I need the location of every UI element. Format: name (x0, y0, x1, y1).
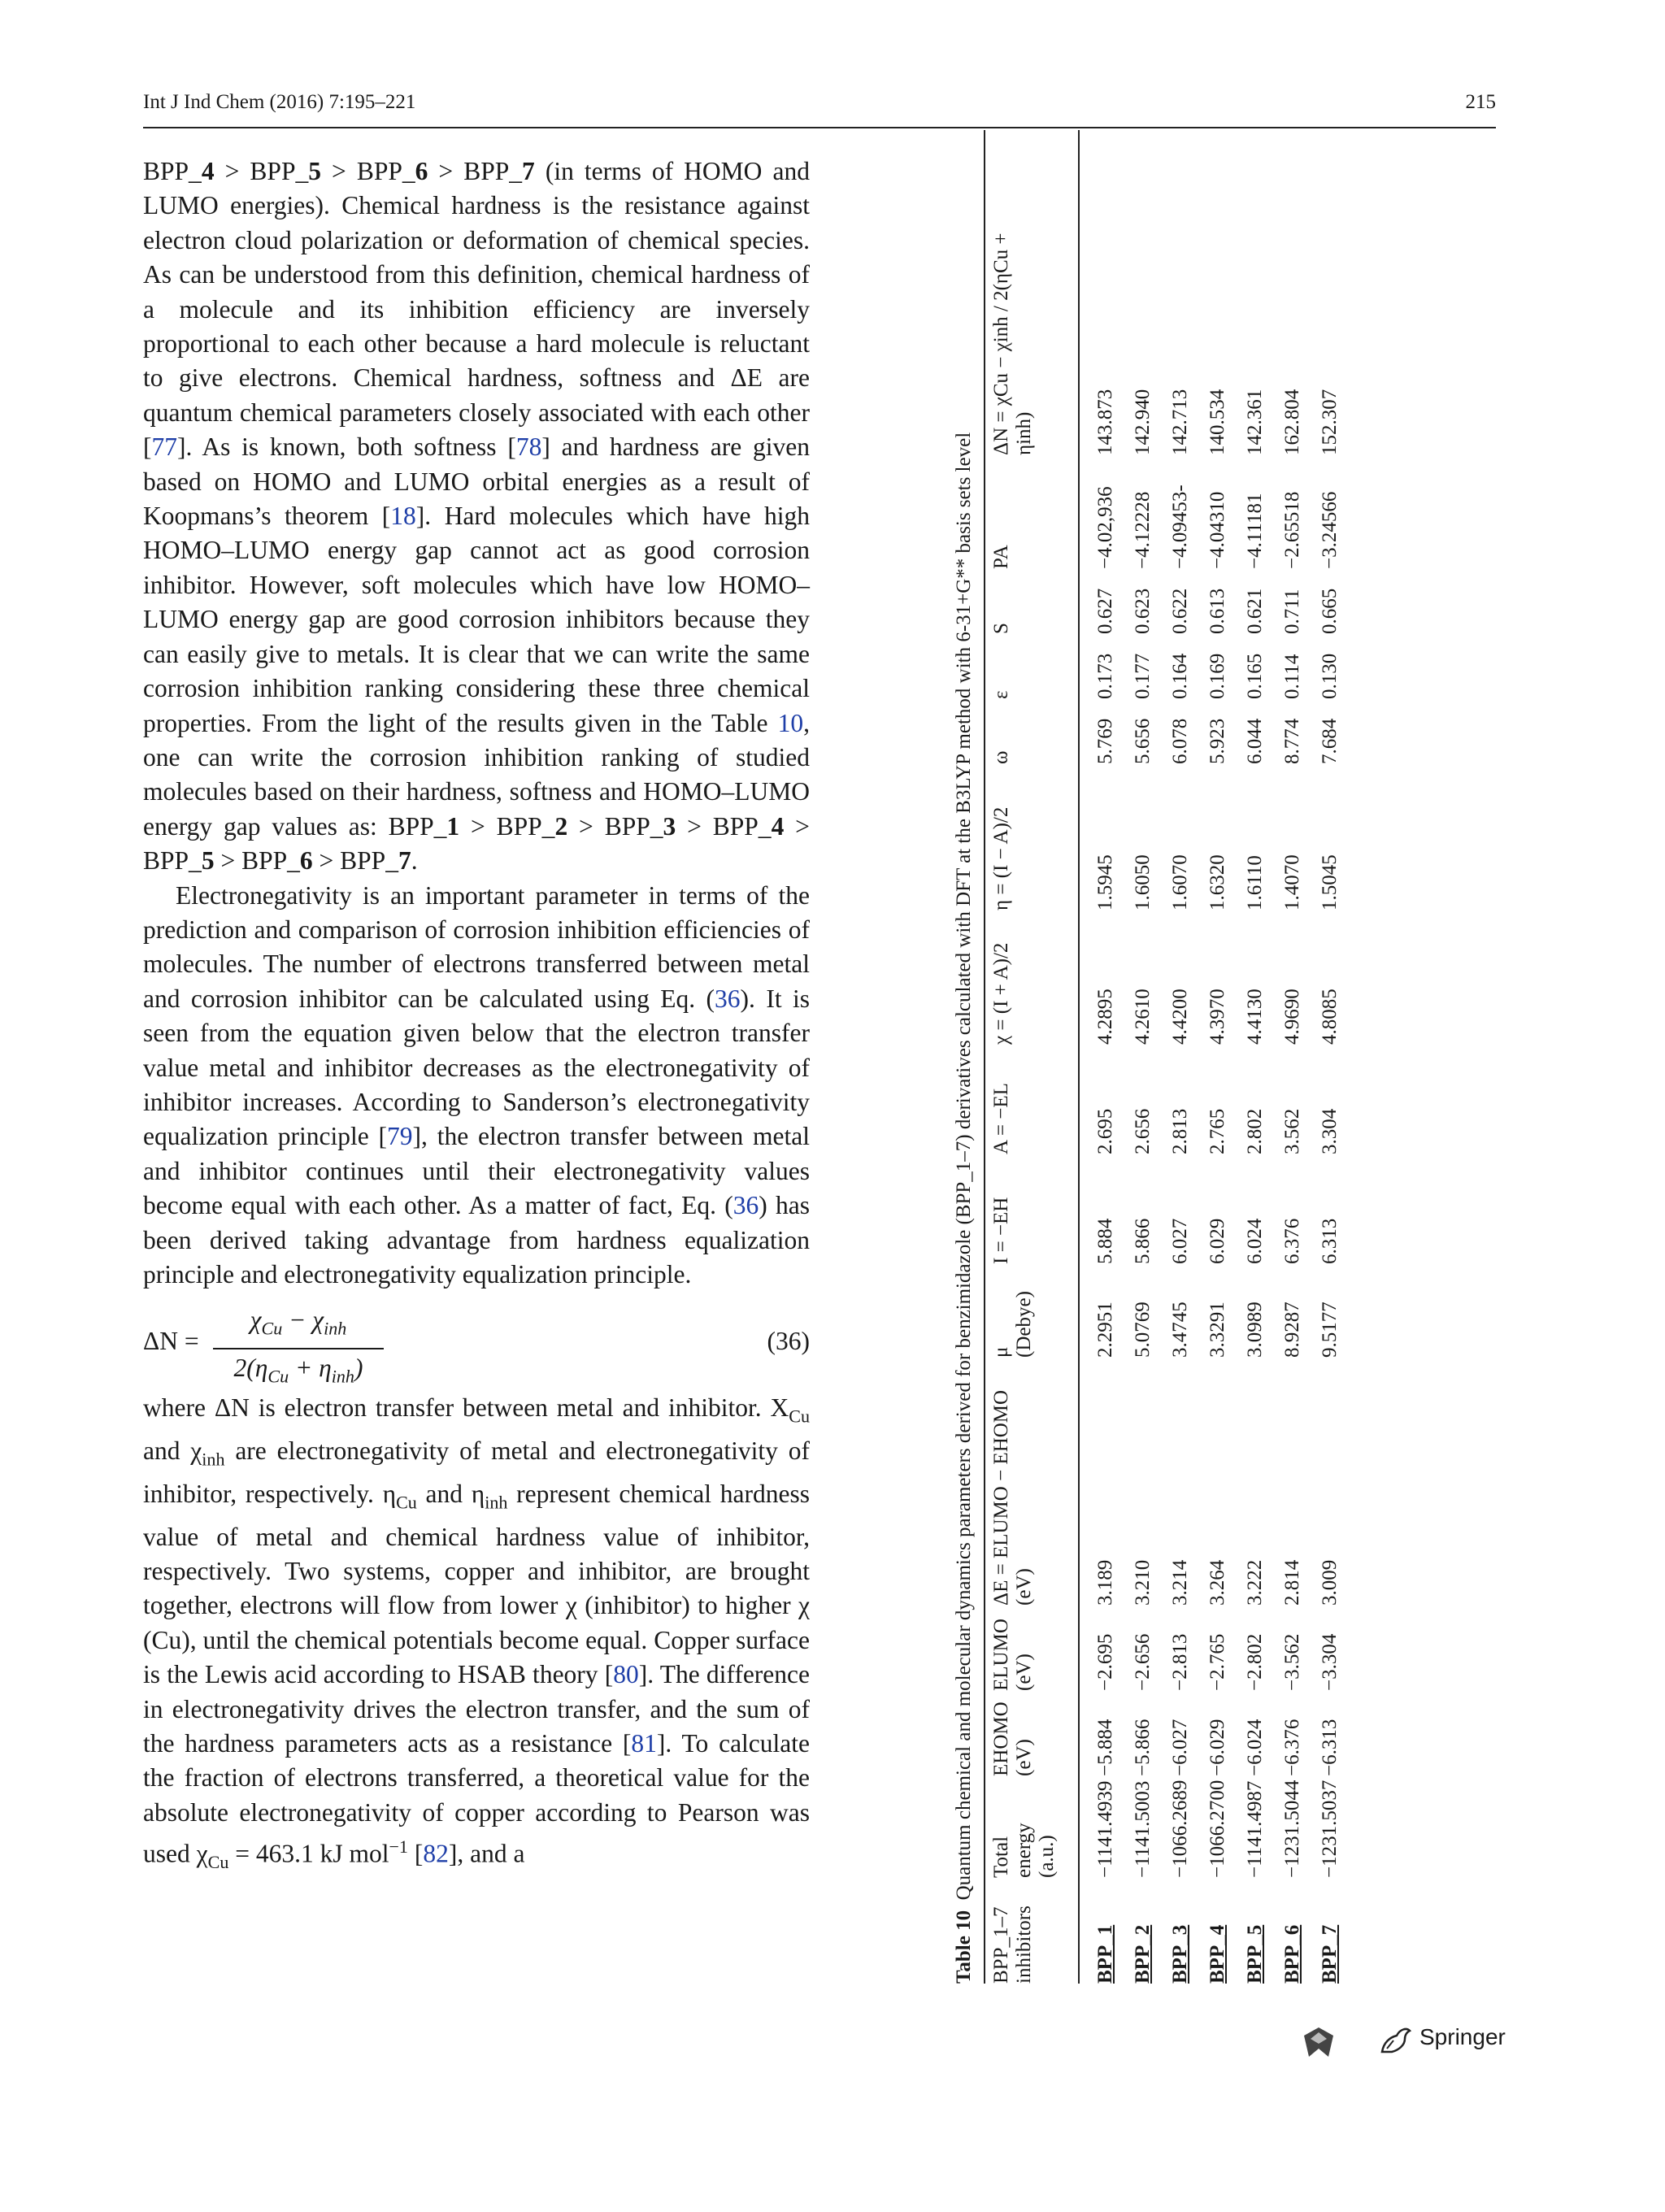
col-header-pa: PA (990, 545, 1012, 569)
cell-mu: 9.5177 (1319, 1302, 1341, 1358)
col-header-total-energy: Total energy (a.u.) (990, 1823, 1058, 1878)
paragraph-1: BPP_4 > BPP_5 > BPP_6 > BPP_7 (in terms of HOMO and LUMO energies). Chemical hardness is the resistance against electron cloud polarization or deformation of chemical species. As can be understood from this definition, chemical hardness of a molecule and its inhibition efficiency are inversely proportional to each other because a hard molecule is reluctant to give electrons. Chemical hardness, softness and ΔE are quantum chemical parameters closely associated with each other [77]. As is known, both softness [78] and hardness are given based on HOMO and LUMO orbital energies as a result of Koopmans’s theorem [18]. Hard molecules which have high HOMO–LUMO energy gap cannot act as good corrosion inhibitor. However, soft molecules which have low HOMO–LUMO energy gap are good corrosion inhibitors because they can easily give to metals. It is clear that we can write the same corrosion inhibition ranking considering these three chemical properties. From the light of the results given in the Table 10, one can write the corrosion inhibition ranking of studied molecules based on their hardness, softness and HOMO–LUMO energy gap values as: BPP_1 > BPP_2 > BPP_3 > BPP_4 > BPP_5 > BPP_6 > BPP_7. (143, 157, 810, 876)
cell-a: 2.765 (1206, 1108, 1228, 1154)
table-row (1169, 130, 1210, 1984)
table-link[interactable]: 10 (777, 708, 804, 737)
equation-36 (143, 1302, 810, 1387)
equation-fraction (213, 1303, 384, 1393)
equation-lhs: ΔN = (143, 1327, 199, 1356)
journal-emblem-icon (1301, 2024, 1337, 2060)
cell-s: 0.711 (1281, 589, 1303, 634)
cell-name: BPP_2 (1132, 1924, 1154, 1984)
citation-link[interactable]: 82 (423, 1839, 449, 1868)
table-caption-text: Quantum chemical and molecular dynamics parameters derived for benzimidazole (BPP_1–7) derivatives calculated with DFT at the B3LYP method with 6-31+G** basis sets level (953, 432, 975, 1901)
cell-chi: 4.4200 (1169, 989, 1191, 1045)
table-10-rotated (951, 130, 1665, 1984)
cell-mu: 8.9287 (1281, 1302, 1303, 1358)
col-header-delta-n: ΔN = χCu − χinh / 2(ηCu + ηinh) (990, 232, 1035, 455)
cell-total: −1066.2700 (1206, 1780, 1228, 1878)
cell-dn: 142.940 (1132, 389, 1154, 455)
cell-pa: −4.11181 (1244, 493, 1266, 569)
cell-i: 6.027 (1169, 1218, 1191, 1264)
header-rule (143, 127, 1496, 128)
cell-total: −1231.5044 (1281, 1780, 1303, 1878)
table-row (1244, 130, 1285, 1984)
table-row (1206, 130, 1247, 1984)
cell-a: 2.656 (1132, 1108, 1154, 1154)
citation-link[interactable]: 80 (613, 1660, 639, 1689)
cell-mu: 2.2951 (1094, 1302, 1116, 1358)
table-row (1132, 130, 1172, 1984)
cell-ehomo: −6.029 (1206, 1719, 1228, 1776)
cell-name: BPP_4 (1206, 1924, 1228, 1984)
cell-omega: 5.923 (1206, 718, 1228, 764)
cell-chi: 4.9690 (1281, 989, 1303, 1045)
cell-ehomo: −6.024 (1244, 1719, 1266, 1776)
table-header-rule (1078, 130, 1080, 1984)
cell-mu: 3.4745 (1169, 1302, 1191, 1358)
cell-elumo: −2.765 (1206, 1633, 1228, 1691)
col-header-s: S (990, 623, 1012, 634)
running-header (143, 91, 1496, 127)
cell-a: 2.813 (1169, 1108, 1191, 1154)
cell-s: 0.623 (1132, 588, 1154, 634)
col-header-inhibitors: BPP_1–7 inhibitors (990, 1906, 1035, 1984)
col-header-chi: χ = (I + A)/2 (990, 942, 1012, 1045)
col-header-eta: η = (I − A)/2 (990, 806, 1012, 910)
cell-a: 3.304 (1319, 1108, 1341, 1154)
cell-ehomo: −6.027 (1169, 1719, 1191, 1776)
cell-dn: 142.713 (1169, 389, 1191, 455)
cell-eps: 0.177 (1132, 653, 1154, 699)
cell-eps: 0.130 (1319, 653, 1341, 699)
table-top-rule (984, 130, 985, 1984)
cell-s: 0.627 (1094, 588, 1116, 634)
body-column (143, 154, 810, 1880)
springer-horse-icon (1376, 2021, 1415, 2057)
cell-de: 2.814 (1281, 1559, 1303, 1606)
cell-s: 0.613 (1206, 588, 1228, 634)
cell-pa: −4.02,936 (1094, 486, 1116, 569)
col-header-elumo: ELUMO (eV) (990, 1619, 1035, 1691)
table-row (1319, 130, 1359, 1984)
cell-eta: 1.6320 (1206, 854, 1228, 910)
cell-pa: −4.04310 (1206, 491, 1228, 569)
citation-link[interactable]: 79 (387, 1122, 413, 1151)
col-header-i: I = −EH (990, 1197, 1012, 1264)
cell-name: BPP_6 (1281, 1924, 1303, 1984)
page-footer (1301, 2016, 1506, 2065)
cell-name: BPP_7 (1319, 1924, 1341, 1984)
cell-mu: 3.3291 (1206, 1302, 1228, 1358)
cell-eta: 1.6110 (1244, 855, 1266, 910)
cell-omega: 5.769 (1094, 718, 1116, 764)
citation-link[interactable]: 78 (515, 432, 542, 462)
cell-a: 2.695 (1094, 1108, 1116, 1154)
table-label: Table 10 (953, 1910, 975, 1984)
cell-s: 0.621 (1244, 588, 1266, 634)
cell-a: 2.802 (1244, 1108, 1266, 1154)
cell-eta: 1.5045 (1319, 854, 1341, 910)
cell-eps: 0.114 (1281, 654, 1303, 699)
cell-de: 3.214 (1169, 1559, 1191, 1606)
cell-name: BPP_1 (1094, 1924, 1116, 1984)
cell-i: 6.313 (1319, 1218, 1341, 1264)
cell-dn: 143.873 (1094, 389, 1116, 455)
cell-omega: 6.078 (1169, 718, 1191, 764)
cell-eps: 0.165 (1244, 653, 1266, 699)
cell-pa: −2.65518 (1281, 491, 1303, 569)
cell-de: 3.264 (1206, 1559, 1228, 1606)
cell-elumo: −3.562 (1281, 1633, 1303, 1691)
cell-eta: 1.6050 (1132, 854, 1154, 910)
cell-name: BPP_3 (1169, 1924, 1191, 1984)
cell-chi: 4.4130 (1244, 989, 1266, 1045)
cell-total: −1141.4939 (1094, 1780, 1116, 1878)
cell-de: 3.222 (1244, 1559, 1266, 1606)
cell-i: 6.029 (1206, 1218, 1228, 1264)
cell-omega: 8.774 (1281, 718, 1303, 764)
cell-i: 6.376 (1281, 1218, 1303, 1264)
cell-name: BPP_5 (1244, 1924, 1266, 1984)
col-header-mu: μ (Debye) (990, 1291, 1035, 1358)
cell-de: 3.210 (1132, 1559, 1154, 1606)
cell-pa: −4.09453- (1169, 485, 1191, 569)
col-header-ehomo: EHOMO (eV) (990, 1701, 1035, 1776)
equation-denominator: $2(\eta_{Cu} + \eta_{inh})$ (233, 1354, 363, 1387)
cell-mu: 5.0769 (1132, 1302, 1154, 1358)
cell-total: −1231.5037 (1319, 1780, 1341, 1878)
cell-chi: 4.3970 (1206, 989, 1228, 1045)
cell-eps: 0.164 (1169, 653, 1191, 699)
paragraph-3: where ΔN is electron transfer between metal and inhibitor. $X_{Cu}$ and $\chi_{inh}$ are electronegativity of metal and electronegativity of inhibitor, respectively. $\eta_{Cu}$ and $\eta_{inh}$ represent chemical hardness value of metal and chemical hardness value of inhibitor, respectively. Two systems, copper and inhibitor, are brought together, electrons will flow from lower χ (inhibitor) to higher χ (Cu), until the chemical potentials become equal. Copper surface is the Lewis acid according to HSAB theory [80]. The difference in electronegativity drives the electron transfer, and the sum of the hardness parameters acts as a resistance [81]. To calculate the fraction of electrons transferred, a theoretical value for the absolute electronegativity of copper according to Pearson was used $\chi_{Cu} = 463.1$ kJ mol$^{-1}$ [82], and a (143, 1393, 811, 1872)
equation-link[interactable]: 36 (733, 1191, 759, 1220)
citation-link[interactable]: 18 (390, 502, 416, 531)
cell-chi: 4.8085 (1319, 989, 1341, 1045)
cell-eta: 1.6070 (1169, 854, 1191, 910)
cell-dn: 142.361 (1244, 389, 1266, 455)
cell-de: 3.189 (1094, 1559, 1116, 1606)
cell-dn: 162.804 (1281, 389, 1303, 455)
col-header-omega: ω (990, 750, 1012, 764)
cell-mu: 3.0989 (1244, 1302, 1266, 1358)
cell-elumo: −2.813 (1169, 1633, 1191, 1691)
cell-eps: 0.169 (1206, 653, 1228, 699)
col-header-a: A = −EL (990, 1083, 1012, 1154)
cell-elumo: −2.802 (1244, 1633, 1266, 1691)
cell-eta: 1.5945 (1094, 854, 1116, 910)
equation-numerator: $\chi_{Cu} - \chi_{inh}$ (213, 1303, 384, 1349)
cell-ehomo: −5.866 (1132, 1719, 1154, 1776)
paragraph-2: Electronegativity is an important parameter in terms of the prediction and comparison of corrosion inhibition efficiencies of molecules. The number of electrons transferred between metal and corrosion inhibitor can be calculated using Eq. (36). It is seen from the equation given below that the electron transfer value metal and inhibitor decreases as the electronegativity of inhibitor increases. According to Sanderson’s electronegativity equalization principle [79], the electron transfer between metal and inhibitor continues until their electronegativity values become equal with each other. As a matter of fact, Eq. (36) has been derived taking advantage from hardness equalization principle and electronegativity equalization principle. (143, 880, 811, 1289)
cell-elumo: −3.304 (1319, 1633, 1341, 1691)
table-caption (951, 130, 977, 1984)
cell-omega: 5.656 (1132, 718, 1154, 764)
cell-i: 6.024 (1244, 1218, 1266, 1264)
cell-s: 0.622 (1169, 588, 1191, 634)
cell-omega: 6.044 (1244, 718, 1266, 764)
cell-dn: 140.534 (1206, 389, 1228, 455)
journal-citation: Int J Ind Chem (2016) 7:195–221 (143, 91, 416, 113)
cell-i: 5.884 (1094, 1218, 1116, 1264)
publisher-name: Springer (1419, 2024, 1506, 2049)
table-row (1281, 130, 1322, 1984)
citation-link[interactable]: 77 (151, 432, 177, 462)
col-header-epsilon: ε (990, 690, 1012, 699)
cell-dn: 152.307 (1319, 389, 1341, 455)
col-header-delta-e: ΔE = ELUMO − EHOMO (eV) (990, 1389, 1035, 1606)
page-number: 215 (1465, 91, 1496, 113)
cell-eps: 0.173 (1094, 653, 1116, 699)
cell-ehomo: −6.313 (1319, 1719, 1341, 1776)
cell-elumo: −2.656 (1132, 1633, 1154, 1691)
cell-total: −1141.4987 (1244, 1780, 1266, 1878)
cell-total: −1141.5003 (1132, 1780, 1154, 1878)
table-row (1094, 130, 1135, 1984)
cell-elumo: −2.695 (1094, 1633, 1116, 1691)
cell-omega: 7.684 (1319, 718, 1341, 764)
cell-chi: 4.2610 (1132, 989, 1154, 1045)
cell-ehomo: −5.884 (1094, 1719, 1116, 1776)
cell-s: 0.665 (1319, 588, 1341, 634)
equation-number: (36) (767, 1327, 810, 1356)
cell-i: 5.866 (1132, 1218, 1154, 1264)
cell-a: 3.562 (1281, 1108, 1303, 1154)
cell-chi: 4.2895 (1094, 989, 1116, 1045)
cell-pa: −3.24566 (1319, 491, 1341, 569)
cell-ehomo: −6.376 (1281, 1719, 1303, 1776)
cell-pa: −4.12228 (1132, 491, 1154, 569)
citation-link[interactable]: 81 (631, 1728, 657, 1758)
cell-eta: 1.4070 (1281, 854, 1303, 910)
equation-link[interactable]: 36 (715, 984, 741, 1013)
table-10-container (951, 130, 1665, 1984)
cell-de: 3.009 (1319, 1559, 1341, 1606)
cell-total: −1066.2689 (1169, 1780, 1191, 1878)
